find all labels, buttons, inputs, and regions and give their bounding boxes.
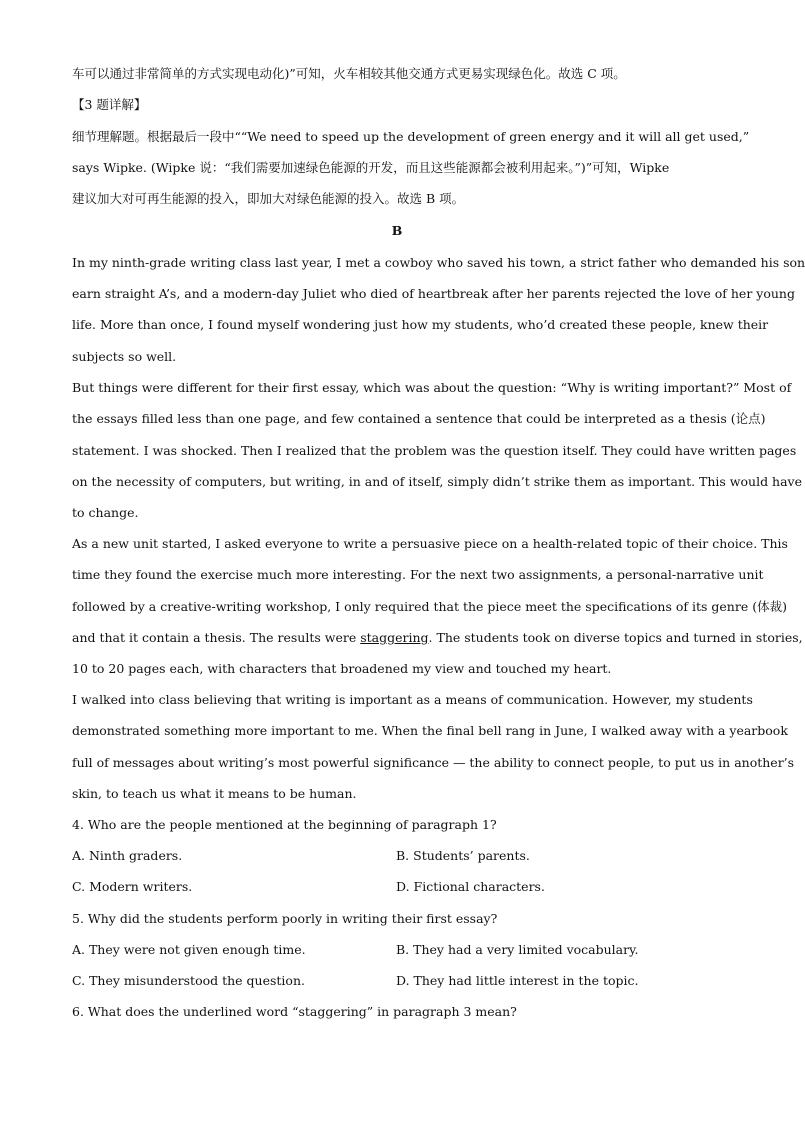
option-c: C. Modern writers.	[72, 879, 193, 894]
passage-line: life. More than once, I found myself wondering just how my students, who’d created these people, knew their	[72, 317, 769, 332]
passage-line: I walked into class believing that writing is important as a means of communication. However, my students	[72, 692, 753, 707]
passage-line: to change.	[72, 505, 139, 520]
passage-line: earn straight A’s, and a modern-day Juliet who died of heartbreak after her parents rejected the love of her young	[72, 286, 795, 301]
passage-line: time they found the exercise much more interesting. For the next two assignments, a personal-narrative unit	[72, 567, 764, 582]
passage-line: But things were different for their first essay, which was about the question: “Why is writing important?” Most of	[72, 380, 792, 395]
answer-heading: 【3 题详解】	[72, 97, 147, 112]
option-a: A. Ninth graders.	[72, 848, 183, 863]
passage-line: demonstrated something more important to me. When the final bell rang in June, I walked away with a yearbook	[72, 723, 788, 738]
passage-line: In my ninth-grade writing class last year, I met a cowboy who saved his town, a strict father who demanded his son	[72, 255, 805, 270]
question-stem: 4. Who are the people mentioned at the beginning of paragraph 1?	[72, 817, 497, 832]
passage-text: . The students took on diverse topics and turned in stories,	[428, 630, 803, 645]
answer-text-line: says Wipke. (Wipke 说：“我们需要加速绿色能源的开发，而且这些能源都会被利用起来。”)”可知，Wipke	[72, 160, 670, 175]
option-b: B. They had a very limited vocabulary.	[396, 942, 639, 957]
question-stem: 6. What does the underlined word “staggering” in paragraph 3 mean?	[72, 1004, 517, 1019]
passage-line: statement. I was shocked. Then I realized that the problem was the question itself. They could have written pages	[72, 443, 797, 458]
answer-text-line: 建议加大对可再生能源的投入，即加大对绿色能源的投入。故选 B 项。	[72, 191, 465, 206]
passage-line: full of messages about writing’s most powerful significance — the ability to connect people, to put us in another’s	[72, 755, 795, 770]
section-title: B	[391, 223, 403, 238]
previous-answer-line: 车可以通过非常简单的方式实现电动化)”可知，火车相较其他交通方式更易实现绿色化。故选 C 项。	[72, 66, 626, 81]
passage-line: 10 to 20 pages each, with characters that broadened my view and touched my heart.	[72, 661, 612, 676]
passage-line	[72, 629, 803, 647]
option-d: D. They had little interest in the topic.	[396, 973, 639, 988]
passage-line: As a new unit started, I asked everyone to write a persuasive piece on a health-related topic of their choice. This	[72, 536, 788, 551]
option-b: B. Students’ parents.	[396, 848, 530, 863]
option-d: D. Fictional characters.	[396, 879, 545, 894]
passage-line: the essays filled less than one page, and few contained a sentence that could be interpreted as a thesis (论点)	[72, 411, 766, 426]
question-stem: 5. Why did the students perform poorly in writing their first essay?	[72, 911, 498, 926]
passage-line: skin, to teach us what it means to be human.	[72, 786, 357, 801]
answer-text-line: 细节理解题。根据最后一段中““We need to speed up the development of green energy and it will all get used,”	[72, 129, 750, 144]
passage-line: on the necessity of computers, but writing, in and of itself, simply didn’t strike them as important. This would have	[72, 474, 803, 489]
passage-text: and that it contain a thesis. The results were	[72, 630, 361, 645]
option-c: C. They misunderstood the question.	[72, 973, 305, 988]
passage-line: subjects so well.	[72, 349, 177, 364]
passage-line: followed by a creative-writing workshop, I only required that the piece meet the specifications of its genre (体裁)	[72, 599, 787, 614]
underlined-word: staggering	[360, 630, 429, 645]
option-a: A. They were not given enough time.	[72, 942, 306, 957]
